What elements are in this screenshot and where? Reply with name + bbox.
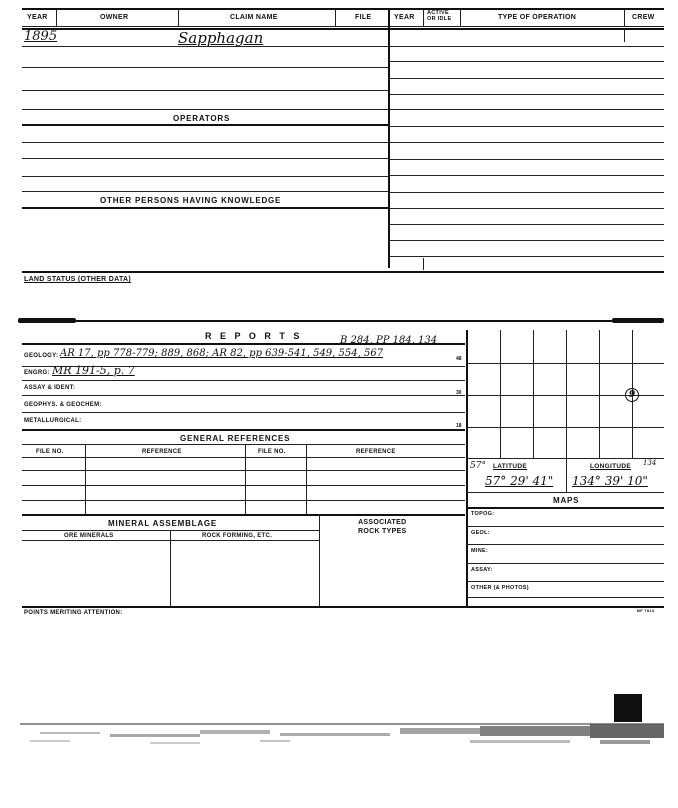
geology-label: GEOLOGY: [24,353,59,359]
header-owner: OWNER [100,14,129,21]
header-crew: CREW [632,14,655,21]
row-number-48: 48 [456,356,462,362]
header-year: YEAR [27,14,48,21]
operators-heading: OPERATORS [173,114,231,123]
maps-topog-label: TOPOG: [471,511,495,517]
assay-ident-label: ASSAY & IDENT: [24,385,76,391]
associated-rock-types-heading: ASSOCIATED ROCK TYPES [358,519,407,535]
ref-col-file-no-2: FILE NO. [258,449,286,455]
header-year-2: YEAR [394,14,415,21]
header-file: FILE [355,14,372,21]
latitude-label: LATITUDE [493,463,528,470]
geophys-geochem-label: GEOPHYS. & GEOCHEM: [24,402,102,408]
scan-noise-strip [0,718,678,758]
engrg-value: MR 191-5, p. 7 [52,364,135,377]
metallurgical-label: METALLURGICAL: [24,418,82,424]
points-meriting-attention: POINTS MERITING ATTENTION: [24,610,123,616]
reports-heading: R E P O R T S [205,331,303,341]
other-persons-heading: OTHER PERSONS HAVING KNOWLEDGE [100,196,282,205]
ore-minerals-label: ORE MINERALS [64,533,114,539]
maps-geol-label: GEOL: [471,530,490,536]
header-active-idle: ACTIVE OR IDLE [427,10,452,22]
row-number-18: 18 [456,423,462,429]
latitude-prefix: 57° [470,461,486,471]
ref-col-reference-1: REFERENCE [142,449,182,455]
header-claim-name: CLAIM NAME [230,14,278,21]
maps-other-label: OTHER (& PHOTOS) [471,585,529,591]
mineral-assemblage-heading: MINERAL ASSEMBLAGE [108,519,218,528]
general-references-heading: GENERAL REFERENCES [180,434,291,443]
header-type-of-operation: TYPE OF OPERATION [498,14,577,21]
longitude-label: LONGITUDE [590,463,631,470]
longitude-value: 134° 39' 10" [572,474,648,488]
form-number: BF 7813 [637,608,655,613]
maps-mine-label: MINE: [471,548,489,554]
ref-col-file-no-1: FILE NO. [36,449,64,455]
land-status-heading: LAND STATUS (OTHER DATA) [24,276,132,283]
maps-assay-label: ASSAY: [471,567,493,573]
row-number-30: 30 [456,390,462,396]
rock-forming-label: ROCK FORMING, ETC. [202,533,273,539]
entry-year: 1895 [24,29,58,44]
engrg-label: ENGRG: [24,370,50,376]
reports-top-note: B 284, PP 184, 134 [340,335,438,346]
entry-claim-name: Sapphagan [178,29,264,47]
ref-col-reference-2: REFERENCE [356,449,396,455]
geology-value: AR 17, pp 778-779; 889, 868; AR 82, pp 639-541, 549, 554, 567 [60,348,384,359]
grid-marker-circle: 9 [625,388,639,402]
latitude-value: 57° 29' 41" [485,474,554,488]
maps-heading: MAPS [553,496,580,505]
longitude-suffix: 134 [643,459,657,467]
